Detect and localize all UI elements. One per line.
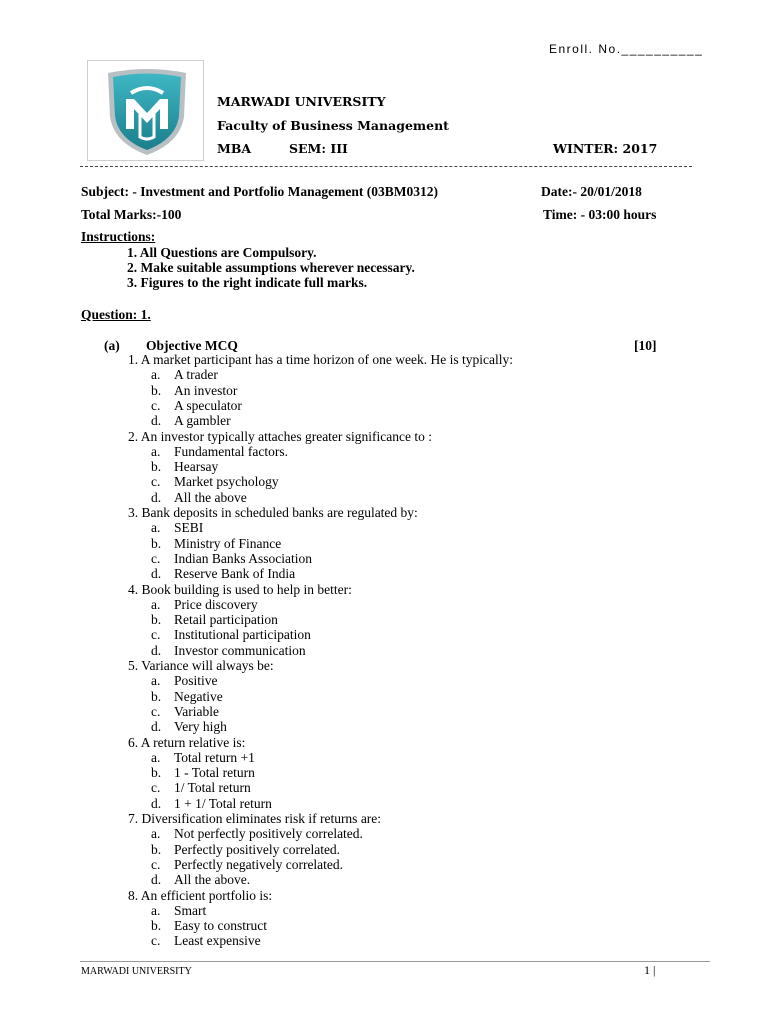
question-text: 8. An efficient portfolio is: — [128, 887, 273, 903]
faculty-name: Faculty of Business Management — [217, 118, 449, 133]
option-text: All the above. — [174, 872, 251, 888]
option-text: Fundamental factors. — [174, 443, 288, 459]
option-letter: c. — [151, 703, 161, 719]
option-text: Negative — [174, 688, 223, 704]
exam-time: Time: - 03:00 hours — [543, 207, 657, 222]
option-letter: b. — [151, 382, 162, 398]
option-letter: d. — [151, 489, 162, 505]
program-name: MBA — [217, 141, 252, 156]
option-text: Institutional participation — [174, 627, 311, 643]
option-text: A trader — [174, 367, 218, 383]
footer-divider — [80, 961, 710, 962]
option-text: Variable — [174, 703, 219, 719]
option-text: Retail participation — [174, 612, 278, 628]
option-text: Investor communication — [174, 642, 306, 658]
exam-date: Date:- 20/01/2018 — [541, 184, 642, 199]
option-text: 1 - Total return — [174, 765, 255, 781]
option-letter: d. — [151, 872, 162, 888]
semester: SEM: III — [289, 141, 348, 156]
option-text: Total return +1 — [174, 749, 255, 765]
question-text: 3. Bank deposits in scheduled banks are regulated by: — [128, 505, 418, 520]
exam-season: WINTER: 2017 — [553, 141, 658, 156]
option-letter: d. — [151, 566, 162, 582]
question-text: 1. A market participant has a time horizon of one week. He is typically: — [128, 352, 514, 367]
option-text: Hearsay — [174, 459, 219, 475]
option-text: Price discovery — [174, 596, 258, 612]
shield-logo-icon — [104, 67, 190, 157]
option-text: A gambler — [174, 413, 231, 429]
option-letter: c. — [151, 780, 161, 796]
option-letter: b. — [151, 459, 162, 475]
option-letter: a. — [151, 749, 161, 765]
instruction-item: 2. Make suitable assumptions wherever necessary. — [127, 260, 415, 275]
option-letter: b. — [151, 841, 162, 857]
option-text: Ministry of Finance — [174, 535, 282, 551]
option-letter: a. — [151, 673, 161, 689]
part-marks: [10] — [634, 338, 657, 353]
option-letter: d. — [151, 719, 162, 735]
option-letter: b. — [151, 918, 162, 934]
option-text: Not perfectly positively correlated. — [174, 826, 363, 842]
question-text: 6. A return relative is: — [128, 734, 246, 750]
option-letter: b. — [151, 688, 162, 704]
option-text: Smart — [174, 902, 207, 918]
option-text: Positive — [174, 673, 218, 689]
option-text: An investor — [174, 382, 238, 398]
option-letter: a. — [151, 443, 161, 459]
university-logo — [87, 60, 204, 161]
university-name: MARWADI UNIVERSITY — [217, 94, 386, 109]
option-letter: c. — [151, 856, 161, 872]
option-text: All the above — [174, 489, 247, 505]
question-text: 2. An investor typically attaches greater significance to : — [128, 428, 433, 444]
option-text: Indian Banks Association — [174, 550, 312, 566]
question-heading: Question: 1. — [81, 307, 151, 322]
option-letter: d. — [151, 642, 162, 658]
enroll-number: Enroll. No.__________ — [549, 42, 704, 56]
part-label: (a) — [104, 338, 120, 353]
subject-line: Subject: - Investment and Portfolio Management (03BM0312) — [81, 184, 438, 199]
footer-university: MARWADI UNIVERSITY — [81, 966, 192, 977]
option-text: A speculator — [174, 397, 242, 413]
option-letter: b. — [151, 612, 162, 628]
instruction-item: 1. All Questions are Compulsory. — [127, 245, 317, 260]
part-title: Objective MCQ — [146, 338, 238, 353]
option-text: 1/ Total return — [174, 780, 251, 796]
instruction-item: 3. Figures to the right indicate full marks. — [127, 275, 368, 290]
option-letter: a. — [151, 367, 161, 383]
header-divider — [80, 166, 692, 167]
option-letter: c. — [151, 397, 161, 413]
option-text: 1 + 1/ Total return — [174, 795, 272, 811]
page-number: 1 | — [644, 963, 656, 977]
option-text: Very high — [174, 719, 227, 735]
question-text: 7. Diversification eliminates risk if returns are: — [128, 811, 382, 826]
option-letter: a. — [151, 520, 161, 536]
option-text: SEBI — [174, 520, 204, 536]
option-letter: c. — [151, 550, 161, 566]
option-text: Perfectly negatively correlated. — [174, 856, 344, 872]
option-letter: a. — [151, 902, 161, 918]
option-text: Reserve Bank of India — [174, 566, 296, 582]
option-letter: a. — [151, 596, 161, 612]
option-text: Market psychology — [174, 474, 279, 490]
option-letter: c. — [151, 933, 161, 949]
option-text: Least expensive — [174, 933, 261, 949]
option-letter: d. — [151, 795, 162, 811]
question-text: 5. Variance will always be: — [128, 658, 274, 673]
option-letter: b. — [151, 765, 162, 781]
option-letter: d. — [151, 413, 162, 429]
instructions-heading: Instructions: — [81, 229, 156, 244]
option-letter: c. — [151, 474, 161, 490]
option-text: Easy to construct — [174, 918, 267, 934]
total-marks: Total Marks:-100 — [81, 207, 182, 222]
question-text: 4. Book building is used to help in better: — [128, 581, 352, 597]
option-letter: a. — [151, 826, 161, 842]
option-letter: b. — [151, 535, 162, 551]
option-text: Perfectly positively correlated. — [174, 841, 341, 857]
option-letter: c. — [151, 627, 161, 643]
